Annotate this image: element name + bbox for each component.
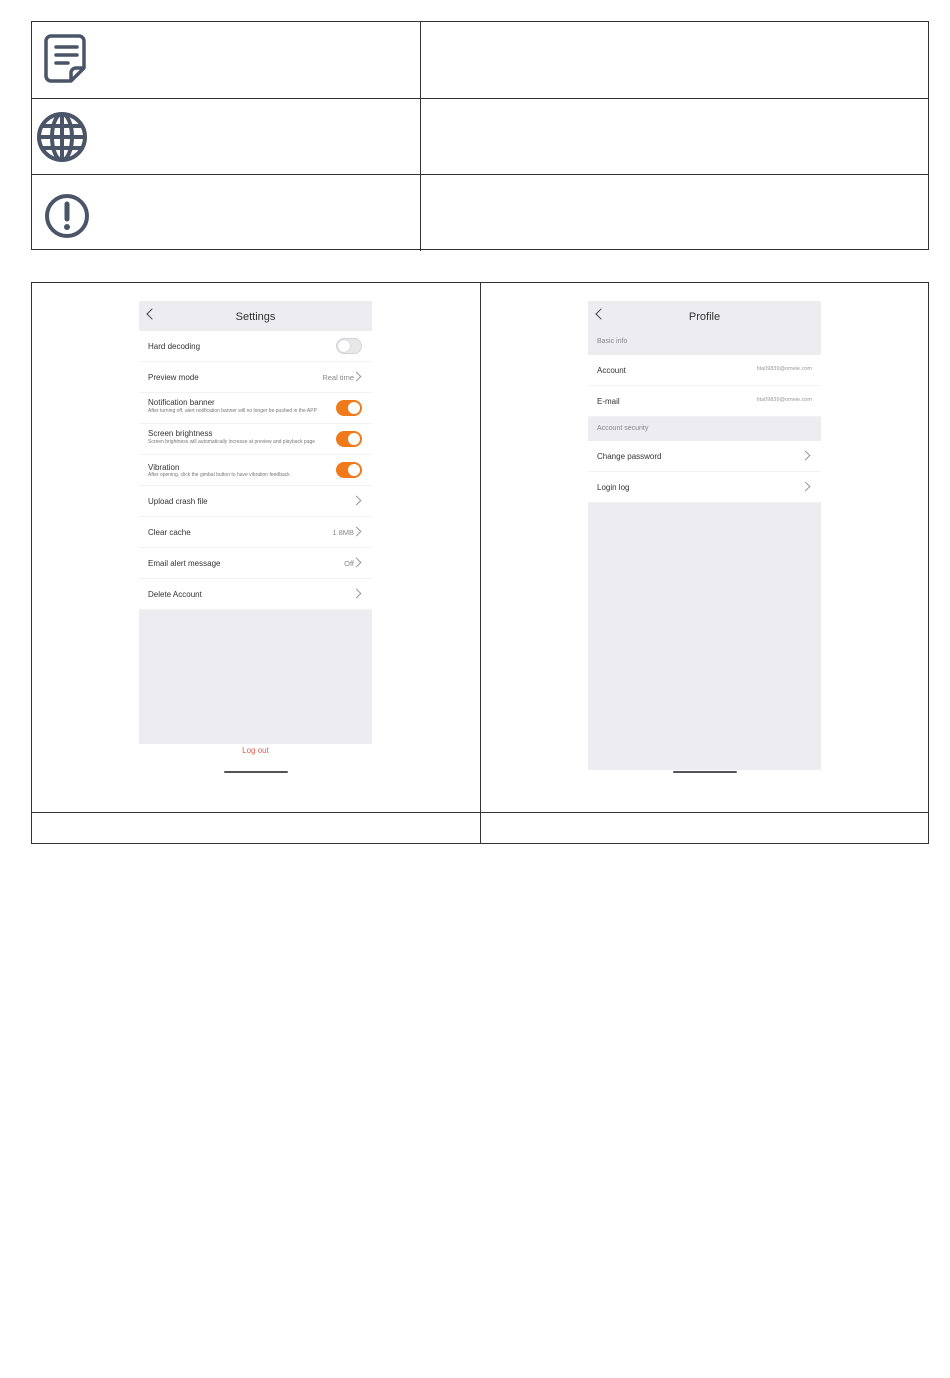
icon-row-alert (32, 174, 928, 251)
icon-table (31, 21, 929, 250)
profile-title: Profile (688, 311, 721, 323)
section-basic-info (588, 331, 821, 355)
row-change-password[interactable] (588, 441, 821, 472)
empty-area (588, 503, 821, 770)
row-vibration (139, 455, 372, 486)
row-account (588, 355, 821, 386)
row-email (588, 386, 821, 417)
row-value: Real time (322, 373, 354, 382)
row-label: Clear cache (148, 528, 191, 537)
row-notification-banner (139, 393, 372, 424)
profile-screen (588, 301, 821, 776)
icon-row-globe (32, 98, 928, 175)
hard-decoding-toggle[interactable] (336, 338, 362, 354)
chevron-right-icon (352, 589, 362, 599)
row-label: Upload crash file (148, 497, 208, 506)
profile-titlebar (588, 301, 821, 331)
row-preview-mode[interactable] (139, 362, 372, 393)
row-hard-decoding (139, 331, 372, 362)
row-value: 1.8MB (332, 528, 354, 537)
settings-screen (139, 301, 372, 776)
row-label: Account (597, 366, 626, 375)
chevron-right-icon (801, 451, 811, 461)
home-indicator (673, 771, 737, 773)
vibration-toggle[interactable] (336, 462, 362, 478)
section-label: Account security (597, 425, 649, 432)
row-email-alert-message[interactable] (139, 548, 372, 579)
chevron-right-icon (801, 482, 811, 492)
row-label: Delete Account (148, 590, 202, 599)
screen-brightness-toggle[interactable] (336, 431, 362, 447)
empty-area (139, 610, 372, 744)
section-account-security (588, 417, 821, 441)
row-label: Change password (597, 452, 662, 461)
row-label: Hard decoding (148, 342, 201, 351)
row-upload-crash-file[interactable] (139, 486, 372, 517)
row-clear-cache[interactable] (139, 517, 372, 548)
row-description: After opening, click the gimbal button to have vibration feedback (148, 472, 290, 478)
alert-icon (40, 183, 96, 243)
email-value: hta09839@omeie.com (756, 397, 812, 403)
row-delete-account[interactable] (139, 579, 372, 610)
row-label: Notification banner (148, 398, 215, 407)
home-indicator (224, 771, 288, 773)
logout-button[interactable]: Log out (242, 746, 269, 755)
settings-titlebar (139, 301, 372, 331)
settings-title: Settings (235, 311, 276, 323)
row-value: Off (344, 559, 354, 568)
globe-icon (40, 107, 96, 167)
section-label: Basic info (597, 338, 628, 345)
row-description: After turning off, alert notification banner will no longer be pushed in the APP (148, 408, 317, 414)
notification-banner-toggle[interactable] (336, 400, 362, 416)
row-label: E-mail (597, 397, 620, 406)
row-label: Vibration (148, 463, 180, 472)
row-label: Screen brightness (148, 429, 213, 438)
row-label: Preview mode (148, 373, 199, 382)
account-value: hta09839@omeie.com (756, 366, 812, 372)
row-label: Email alert message (148, 559, 221, 568)
row-label: Login log (597, 483, 630, 492)
icon-row-document (32, 22, 928, 98)
row-login-log[interactable] (588, 472, 821, 503)
row-screen-brightness (139, 424, 372, 455)
document-icon (40, 30, 96, 90)
chevron-right-icon (352, 496, 362, 506)
row-description: Screen brightness will automatically increase at preview and playback page (148, 439, 316, 445)
